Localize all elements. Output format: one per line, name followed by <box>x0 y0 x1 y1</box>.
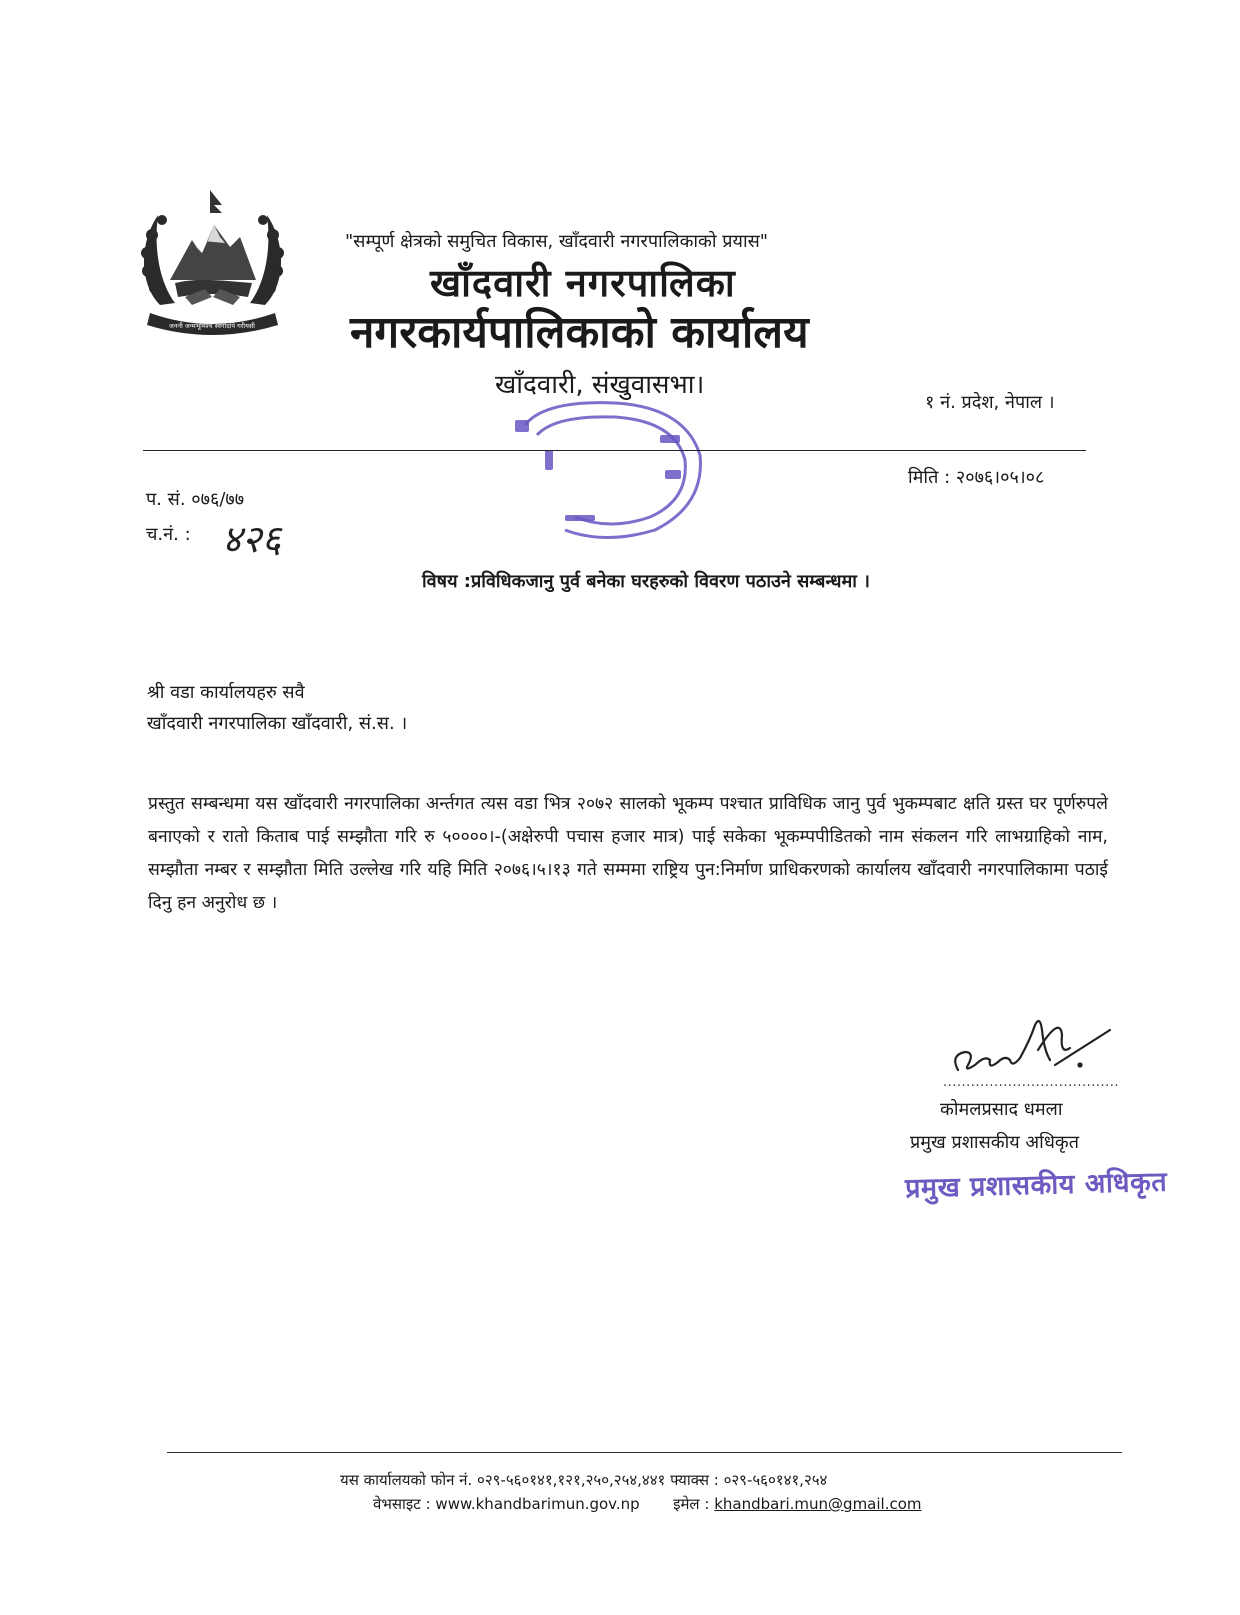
footer-web-email <box>373 1494 922 1514</box>
motto: "सम्पूर्ण क्षेत्रको समुचित विकास, खाँदवारी नगरपालिकाको प्रयास" <box>345 231 769 252</box>
dispatch-number-label: च.नं. : <box>146 524 191 545</box>
footer-email-link[interactable]: khandbari.mun@gmail.com <box>714 1495 922 1513</box>
footer-email-label: इमेल : <box>673 1495 710 1513</box>
letter-body: प्रस्तुत सम्बन्धमा यस खाँदवारी नगरपालिका अर्न्तगत त्यस वडा भित्र २०७२ सालको भूकम्प पश्चात प्राविधिक जानु पुर्व भुकम्पबाट क्षति ग्रस्त घर पूर्णरुपले बनाएको र रातो किताब पाई सम्झौता गरि रु ५००००।-(अक्षेरुपी पचास हजार मात्र) पाई सकेका भूकम्पपीडितको नाम संकलन गरि लाभग्राहिको नाम, सम्झौता नम्बर र सम्झौता मिति उल्लेख गरि यहि मिति २०७६।५।१३ गते सम्ममा राष्ट्रिय पुन:निर्माण प्राधिकरणको कार्यालय खाँदवारी नगरपालिकामा पठाई दिनु हन अनुरोध छ । <box>148 794 1108 913</box>
emblem-banner-text: जननी जन्मभूमिश्च स्वर्गादपि गरीयसी <box>169 322 255 330</box>
nepal-government-emblem <box>130 185 295 340</box>
recipient-line-1: श्री वडा कार्यालयहरु सवै <box>147 682 305 703</box>
office-seal-stamp <box>505 395 715 545</box>
province-label: १ नं. प्रदेश, नेपाल । <box>925 392 1055 413</box>
footer-divider <box>167 1452 1122 1453</box>
letter-subject: विषय :प्रविधिकजानु पुर्व बनेका घरहरुको विवरण पठाउने सम्बन्धमा । <box>422 571 870 592</box>
office-location: खाँदवारी, संखुवासभा। <box>495 370 705 400</box>
dispatch-number-handwritten: ४२६ <box>222 517 282 561</box>
office-name: नगरकार्यपालिकाको कार्यालय <box>350 307 809 358</box>
letter-date: मिति : २०७६।०५।०८ <box>908 467 1045 488</box>
municipality-name: खाँदवारी नगरपालिका <box>430 261 736 305</box>
footer-website[interactable]: वेभसाइट : www.khandbarimun.gov.np <box>373 1495 640 1513</box>
signatory-name: कोमलप्रसाद धमला <box>940 1099 1063 1120</box>
recipient-line-2: खाँदवारी नगरपालिका खाँदवारी, सं.स. । <box>147 713 408 734</box>
signature-line: ...................................... <box>943 1075 1120 1090</box>
signatory-title: प्रमुख प्रशासकीय अधिकृत <box>910 1132 1079 1153</box>
header-divider <box>143 450 1086 451</box>
footer-contact: यस कार्यालयको फोन नं. ०२९-५६०१४१,१२१,२५०,२५४,४४१ फ्याक्स : ०२९-५६०१४१,२५४ <box>340 1471 828 1489</box>
reference-number: प. सं. ०७६/७७ <box>146 489 245 510</box>
designation-stamp: प्रमुख प्रशासकीय अधिकृत <box>904 1166 1168 1205</box>
